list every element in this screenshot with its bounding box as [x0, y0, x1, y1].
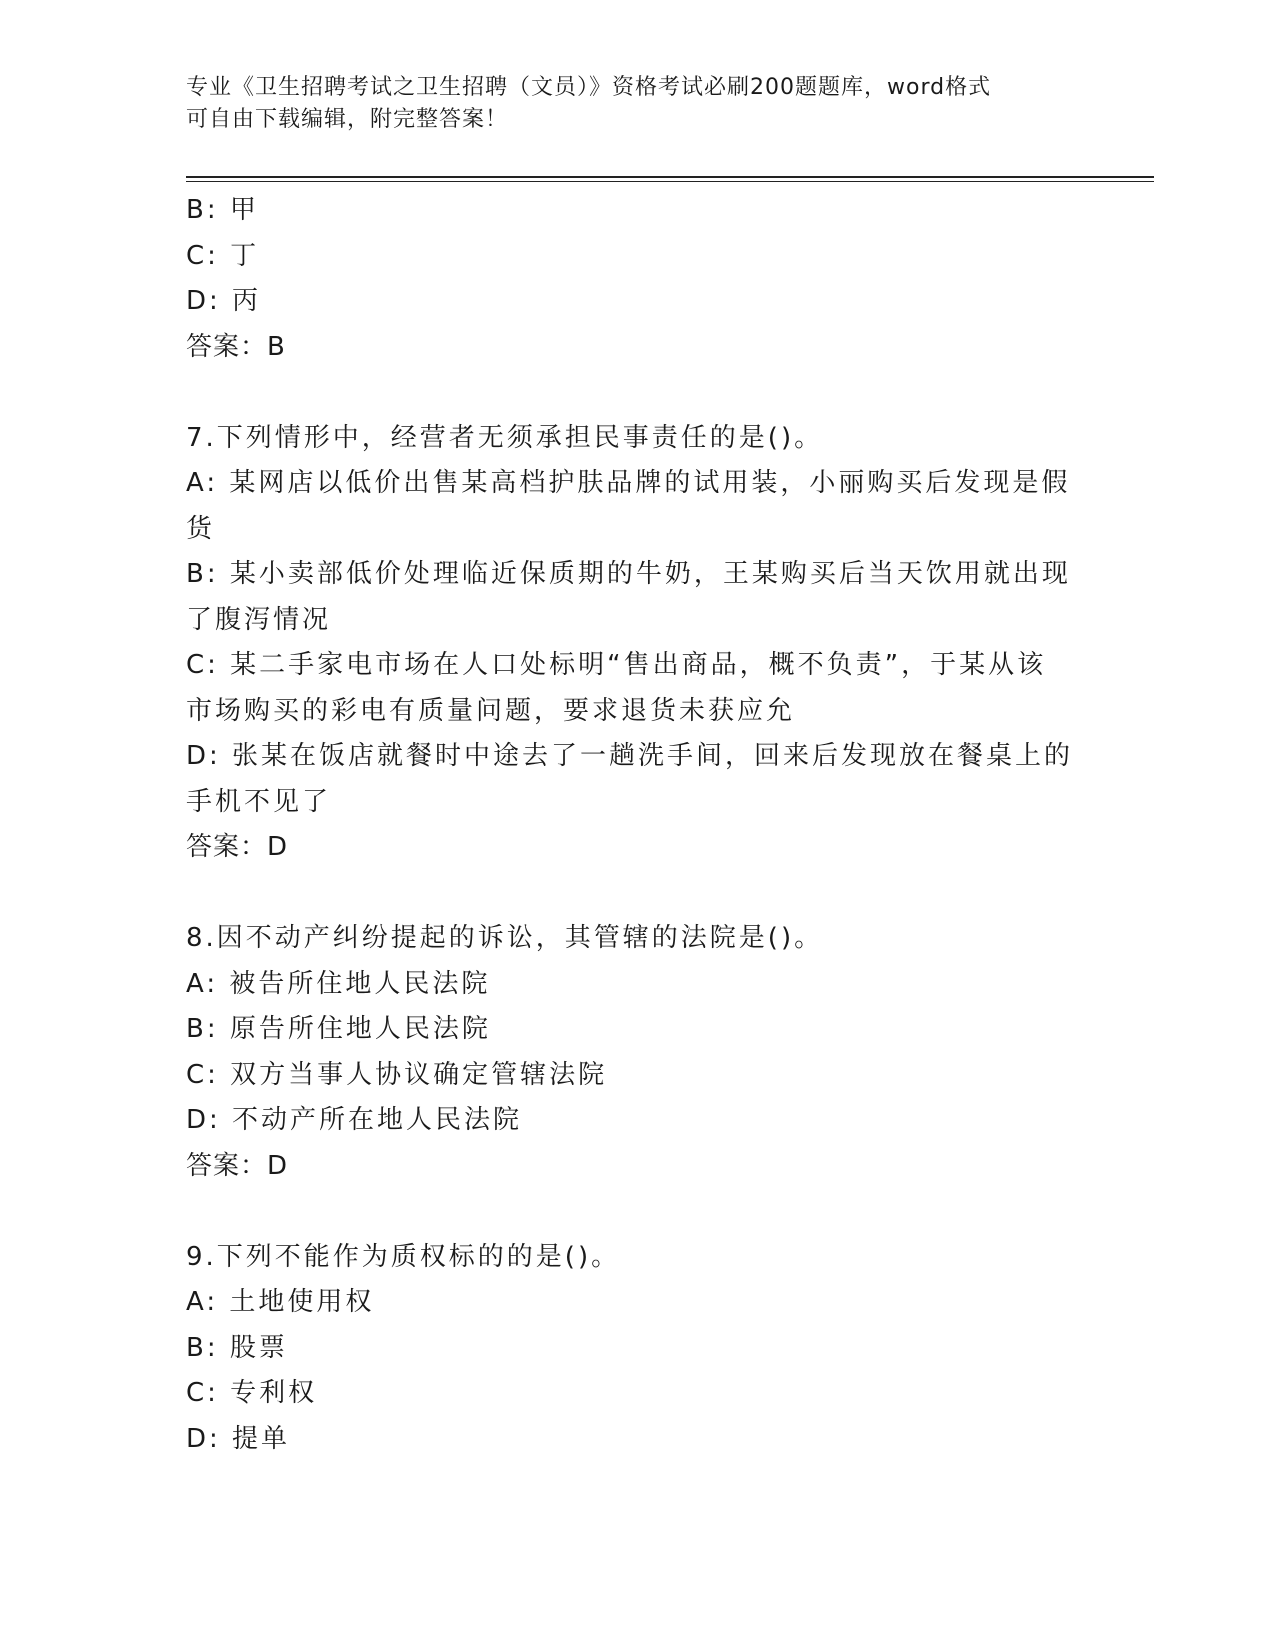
- q9-option-c: C: 专利权: [186, 1378, 318, 1408]
- q8-stem: 8.因不动产纠纷提起的诉讼，其管辖的法院是()。: [186, 923, 824, 953]
- header-line-1: 专业《卫生招聘考试之卫生招聘（文员）》资格考试必刷200题题库，word格式: [186, 75, 992, 100]
- q6-option-b: B: 甲: [186, 195, 259, 225]
- q6-answer: 答案：B: [186, 331, 286, 362]
- q7-option-c-line1: C: 某二手家电市场在人口处标明“售出商品，概不负责”，于某从该: [186, 650, 1047, 680]
- q7-stem: 7.下列情形中，经营者无须承担民事责任的是()。: [186, 422, 824, 453]
- header-line-2: 可自由下载编辑，附完整答案！: [186, 107, 509, 132]
- q8-option-b: B: 原告所住地人民法院: [186, 1014, 491, 1044]
- q7-answer: 答案：D: [186, 832, 289, 862]
- spacer: [186, 370, 1086, 416]
- q7-option-b-line1: B: 某小卖部低价处理临近保质期的牛奶，王某购买后当天饮用就出现: [186, 559, 1071, 589]
- q9-option-b: B: 股票: [186, 1332, 288, 1363]
- header-divider-thick: [186, 176, 1154, 178]
- q8-option-a: A: 被告所住地人民法院: [186, 968, 491, 999]
- spacer: [186, 1189, 1086, 1235]
- q6-option-c: C: 丁: [186, 240, 260, 271]
- q9-option-a: A: 土地使用权: [186, 1287, 375, 1317]
- q7-option-c-line2: 市场购买的彩电有质量问题，要求退货未获应允: [186, 695, 796, 726]
- q8-answer: 答案：D: [186, 1150, 289, 1181]
- header-divider-thin: [186, 181, 1154, 182]
- q6-option-d: D: 丙: [186, 286, 262, 316]
- q7-option-b-line2: 了腹泻情况: [186, 604, 332, 635]
- q9-option-d: D: 提单: [186, 1423, 291, 1454]
- question-list: [186, 188, 1086, 1462]
- q7-option-d-line1: D: 张某在饭店就餐时中途去了一趟洗手间，回来后发现放在餐桌上的: [186, 741, 1074, 771]
- q7-option-d-line2: 手机不见了: [186, 786, 332, 817]
- q8-option-d: D: 不动产所在地人民法院: [186, 1105, 523, 1135]
- q7-option-a-line2: 货: [186, 513, 216, 544]
- document-header: [186, 72, 1066, 136]
- spacer: [186, 871, 1086, 917]
- q7-option-a-line1: A: 某网店以低价出售某高档护肤品牌的试用装，小丽购买后发现是假: [186, 468, 1071, 498]
- q9-stem: 9.下列不能作为质权标的的是()。: [186, 1241, 621, 1272]
- q8-option-c: C: 双方当事人协议确定管辖法院: [186, 1059, 608, 1090]
